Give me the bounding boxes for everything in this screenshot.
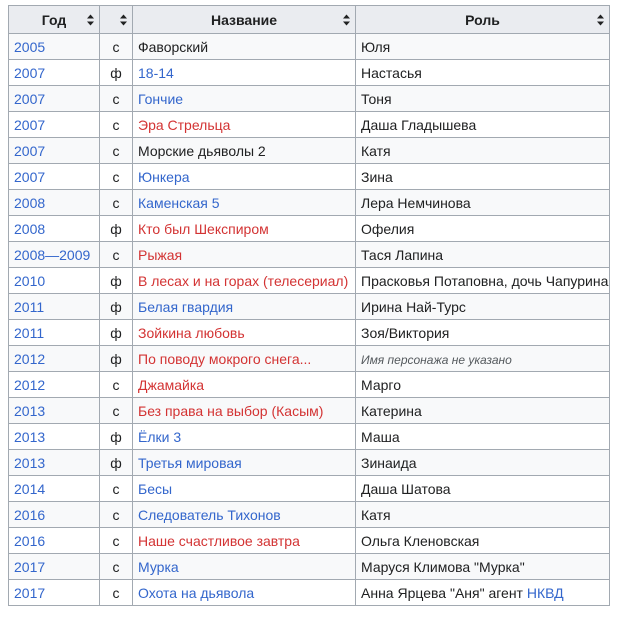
role-cell	[356, 294, 610, 320]
sort-icon[interactable]	[120, 14, 127, 25]
title-link[interactable]: Бесы	[138, 480, 173, 497]
sort-icon[interactable]	[597, 14, 604, 25]
type-cell: с	[100, 476, 133, 502]
table-row	[9, 86, 610, 112]
title-link[interactable]: Кто был Шекспиром	[138, 220, 269, 237]
role-cell	[356, 242, 610, 268]
title-text: Морские дьяволы 2	[138, 142, 266, 159]
year-link[interactable]: 2016	[14, 532, 46, 549]
role-cell	[356, 112, 610, 138]
role-cell	[356, 554, 610, 580]
type-cell: ф	[100, 450, 133, 476]
year-cell	[9, 164, 100, 190]
title-link[interactable]: Гончие	[138, 90, 184, 107]
table-row	[9, 294, 610, 320]
year-link[interactable]: 2007	[14, 90, 46, 107]
year-cell	[9, 86, 100, 112]
year-cell	[9, 242, 100, 268]
header-title-label: Название	[210, 11, 278, 28]
role-cell	[356, 580, 610, 606]
title-link[interactable]: По поводу мокрого снега...	[138, 350, 312, 367]
title-text: Фаворский	[138, 38, 209, 55]
table-row	[9, 320, 610, 346]
header-type[interactable]	[100, 6, 133, 34]
role-text: Марго	[361, 376, 401, 393]
title-cell	[133, 34, 356, 60]
year-cell	[9, 476, 100, 502]
title-cell	[133, 320, 356, 346]
year-link[interactable]: 2013	[14, 454, 46, 471]
year-link[interactable]: 2016	[14, 506, 46, 523]
title-cell	[133, 112, 356, 138]
title-link[interactable]: Белая гвардия	[138, 298, 234, 315]
title-link[interactable]: Эра Стрельца	[138, 116, 231, 133]
table-row	[9, 60, 610, 86]
type-cell: ф	[100, 424, 133, 450]
type-cell: ф	[100, 346, 133, 372]
role-text: Анна Ярцева "Аня" агент	[361, 584, 527, 601]
type-cell: с	[100, 398, 133, 424]
year-link[interactable]: 2013	[14, 428, 46, 445]
table-row	[9, 138, 610, 164]
sort-icon[interactable]	[87, 14, 94, 25]
role-text: Настасья	[361, 64, 422, 81]
title-cell	[133, 138, 356, 164]
year-link[interactable]: 2008	[14, 220, 46, 237]
title-cell	[133, 86, 356, 112]
role-text: Тоня	[361, 90, 392, 107]
table-row	[9, 450, 610, 476]
role-text: Юля	[361, 38, 391, 55]
title-cell	[133, 424, 356, 450]
title-link[interactable]: Зойкина любовь	[138, 324, 245, 341]
title-link[interactable]: Третья мировая	[138, 454, 242, 471]
year-link[interactable]: 2014	[14, 480, 46, 497]
role-text: Имя персонажа не указано	[361, 352, 512, 367]
header-title[interactable]	[133, 6, 356, 34]
role-text: Зинаида	[361, 454, 417, 471]
title-link[interactable]: Джамайка	[138, 376, 205, 393]
year-cell	[9, 190, 100, 216]
year-link[interactable]: 2007	[14, 64, 46, 81]
table-row	[9, 346, 610, 372]
year-cell	[9, 580, 100, 606]
role-cell	[356, 34, 610, 60]
year-link[interactable]: 2007	[14, 142, 46, 159]
type-cell: с	[100, 86, 133, 112]
type-cell: с	[100, 502, 133, 528]
role-text: Зоя/Виктория	[361, 324, 450, 341]
title-cell	[133, 398, 356, 424]
type-cell: ф	[100, 294, 133, 320]
table-row	[9, 372, 610, 398]
year-cell	[9, 268, 100, 294]
title-link[interactable]: Без права на выбор (Касым)	[138, 402, 324, 419]
role-cell	[356, 320, 610, 346]
role-cell	[356, 476, 610, 502]
role-text: Зина	[361, 168, 393, 185]
type-cell: с	[100, 190, 133, 216]
role-text: Ирина Най-Турс	[361, 298, 466, 315]
table-row	[9, 242, 610, 268]
year-cell	[9, 320, 100, 346]
title-link[interactable]: В лесах и на горах (телесериал)	[138, 272, 349, 289]
table-row	[9, 398, 610, 424]
role-cell	[356, 164, 610, 190]
year-link[interactable]: 2007	[14, 116, 46, 133]
header-role-label: Роль	[465, 11, 500, 28]
role-cell	[356, 268, 610, 294]
type-cell: с	[100, 554, 133, 580]
year-cell	[9, 398, 100, 424]
table-row	[9, 476, 610, 502]
title-cell	[133, 450, 356, 476]
title-cell	[133, 294, 356, 320]
role-text: Лера Немчинова	[361, 194, 471, 211]
role-text: Катерина	[361, 402, 422, 419]
role-cell	[356, 424, 610, 450]
header-role[interactable]	[356, 6, 610, 34]
role-text: Прасковья Потаповна, дочь Чапурина	[361, 272, 609, 289]
role-text: Маруся Климова "Мурка"	[361, 558, 525, 575]
title-cell	[133, 242, 356, 268]
year-link[interactable]: 2012	[14, 350, 46, 367]
type-cell: с	[100, 34, 133, 60]
header-year[interactable]	[9, 6, 100, 34]
role-cell	[356, 86, 610, 112]
role-cell	[356, 346, 610, 372]
type-cell: с	[100, 372, 133, 398]
role-cell	[356, 216, 610, 242]
year-link[interactable]: 2011	[14, 298, 45, 315]
type-cell: с	[100, 138, 133, 164]
year-link[interactable]: 2007	[14, 168, 46, 185]
title-cell	[133, 190, 356, 216]
role-cell	[356, 528, 610, 554]
table-row	[9, 528, 610, 554]
table-row	[9, 34, 610, 60]
role-text: Офелия	[361, 220, 415, 237]
year-cell	[9, 216, 100, 242]
type-cell: ф	[100, 216, 133, 242]
year-cell	[9, 554, 100, 580]
title-link[interactable]: Юнкера	[138, 168, 190, 185]
title-cell	[133, 60, 356, 86]
title-link[interactable]: 18-14	[138, 64, 174, 81]
year-cell	[9, 424, 100, 450]
header-year-label: Год	[41, 11, 67, 28]
sort-icon[interactable]	[343, 14, 350, 25]
year-link[interactable]: 2010	[14, 272, 46, 289]
year-cell	[9, 450, 100, 476]
role-cell	[356, 502, 610, 528]
title-cell	[133, 216, 356, 242]
role-text: Даша Шатова	[361, 480, 451, 497]
year-link[interactable]: 2013	[14, 402, 46, 419]
year-link[interactable]: 2008—2009	[14, 246, 91, 263]
title-cell	[133, 476, 356, 502]
title-cell	[133, 372, 356, 398]
year-cell	[9, 528, 100, 554]
title-link[interactable]: Наше счастливое завтра	[138, 532, 300, 549]
type-cell: с	[100, 528, 133, 554]
year-cell	[9, 346, 100, 372]
type-cell: с	[100, 580, 133, 606]
role-text: Даша Гладышева	[361, 116, 477, 133]
table-row	[9, 580, 610, 606]
table-header-row	[9, 6, 610, 34]
title-link[interactable]: Охота на дьявола	[138, 584, 255, 601]
role-cell	[356, 398, 610, 424]
year-cell	[9, 34, 100, 60]
title-link[interactable]: Рыжая	[138, 246, 183, 263]
role-text: Ольга Кленовская	[361, 532, 480, 549]
year-cell	[9, 60, 100, 86]
table-row	[9, 424, 610, 450]
role-cell	[356, 190, 610, 216]
role-cell	[356, 372, 610, 398]
title-link[interactable]: Ёлки 3	[138, 428, 182, 445]
title-link[interactable]: Каменская 5	[138, 194, 220, 211]
year-link[interactable]: 2012	[14, 376, 46, 393]
title-link[interactable]: Мурка	[138, 558, 179, 575]
year-link[interactable]: 2017	[14, 584, 46, 601]
year-cell	[9, 294, 100, 320]
title-link[interactable]: Следователь Тихонов	[138, 506, 281, 523]
role-cell	[356, 60, 610, 86]
role-cell	[356, 450, 610, 476]
year-cell	[9, 372, 100, 398]
role-text: Катя	[361, 506, 391, 523]
title-cell	[133, 164, 356, 190]
type-cell: с	[100, 164, 133, 190]
table-row	[9, 216, 610, 242]
table-row	[9, 112, 610, 138]
year-cell	[9, 502, 100, 528]
role-text: Маша	[361, 428, 400, 445]
role-cell	[356, 138, 610, 164]
type-cell: с	[100, 242, 133, 268]
table-row	[9, 268, 610, 294]
title-cell	[133, 528, 356, 554]
role-text: Катя	[361, 142, 391, 159]
year-link[interactable]: 2005	[14, 38, 46, 55]
year-link[interactable]: 2011	[14, 324, 45, 341]
role-link[interactable]: НКВД	[526, 584, 564, 601]
type-cell: ф	[100, 268, 133, 294]
title-cell	[133, 346, 356, 372]
title-cell	[133, 580, 356, 606]
year-cell	[9, 138, 100, 164]
table-row	[9, 164, 610, 190]
title-cell	[133, 268, 356, 294]
table-row	[9, 190, 610, 216]
type-cell: с	[100, 112, 133, 138]
year-link[interactable]: 2008	[14, 194, 46, 211]
table-row	[9, 502, 610, 528]
title-cell	[133, 554, 356, 580]
type-cell: ф	[100, 60, 133, 86]
year-link[interactable]: 2017	[14, 558, 46, 575]
title-cell	[133, 502, 356, 528]
role-text: Тася Лапина	[361, 246, 444, 263]
year-cell	[9, 112, 100, 138]
type-cell: ф	[100, 320, 133, 346]
filmography-table	[8, 5, 610, 606]
table-row	[9, 554, 610, 580]
